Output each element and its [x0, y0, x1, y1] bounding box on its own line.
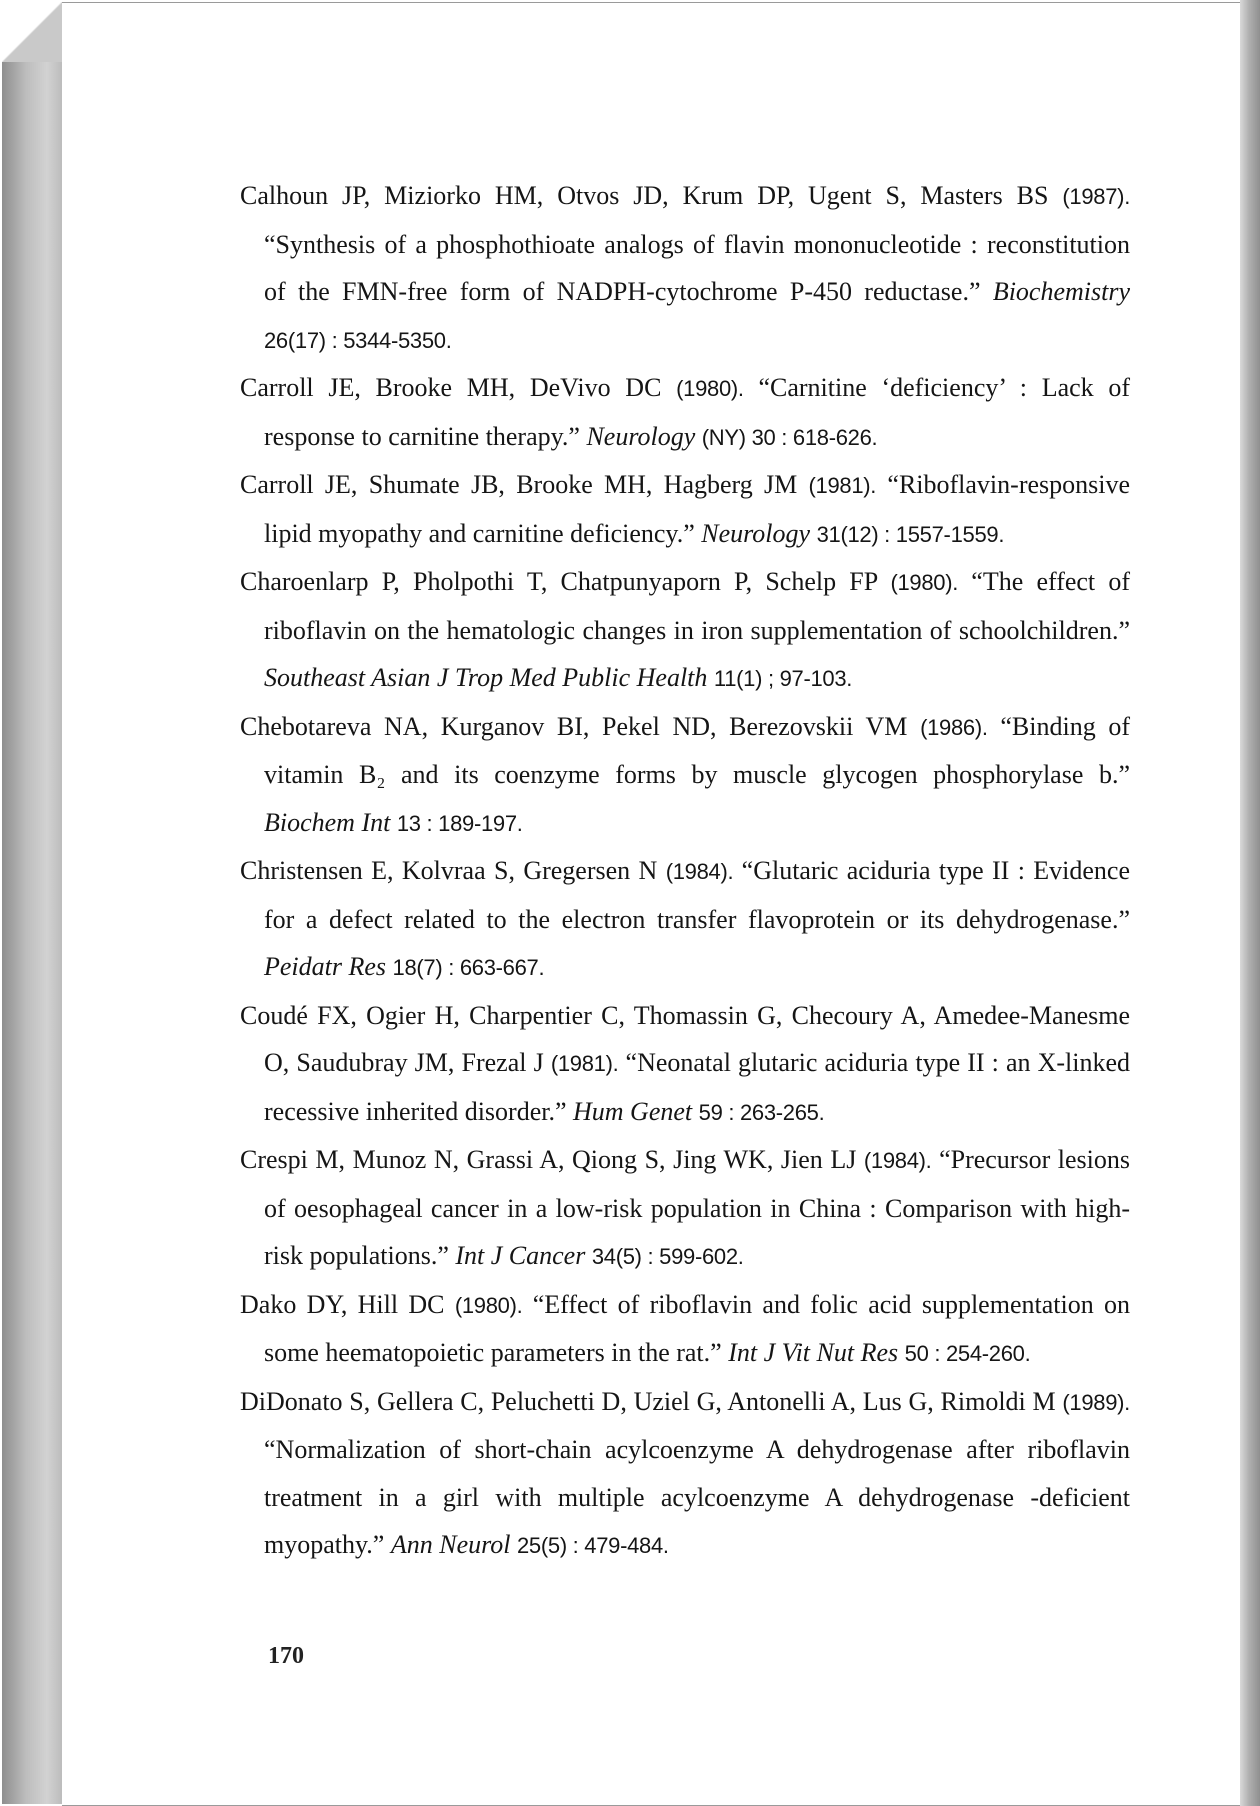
ref-citation: 11(1) ; 97-103.: [713, 666, 853, 691]
ref-title: “Carnitine ‘deficiency’ : Lack of response to carnitine therapy.”: [264, 373, 1131, 451]
ref-year: (1987).: [1062, 184, 1131, 209]
ref-authors: Christensen E, Kolvraa S, Gregersen N: [240, 856, 658, 885]
ref-journal: Peidatr Res: [264, 952, 387, 981]
reference-entry: [240, 847, 1130, 992]
ref-journal: Int J Vit Nut Res: [728, 1338, 899, 1367]
ref-authors: Charoenlarp P, Pholpothi T, Chatpunyaporn P, Schelp FP: [240, 567, 878, 596]
page-edge-shadow: [1240, 0, 1260, 1806]
ref-year: (1981).: [550, 1051, 619, 1076]
ref-citation: 18(7) : 663-667.: [392, 955, 545, 980]
reference-entry: [240, 461, 1130, 558]
ref-citation: 26(17) : 5344-5350.: [264, 327, 452, 353]
ref-citation: 25(5) : 479-484.: [516, 1533, 669, 1558]
ref-citation: 13 : 189-197.: [396, 810, 523, 836]
ref-authors: DiDonato S, Gellera C, Peluchetti D, Uziel G, Antonelli A, Lus G, Rimoldi M: [240, 1386, 1056, 1416]
ref-citation: (NY) 30 : 618-626.: [701, 424, 878, 450]
reference-entry: [240, 558, 1130, 703]
ref-citation: 31(12) : 1557-1559.: [816, 521, 1005, 547]
ref-authors: Calhoun JP, Miziorko HM, Otvos JD, Krum DP, Ugent S, Masters BS: [240, 181, 1049, 210]
ref-authors: Carroll JE, Shumate JB, Brooke MH, Hagberg JM: [240, 470, 798, 499]
ref-journal: Southeast Asian J Trop Med Public Health: [264, 663, 708, 692]
book-spine-corner: [2, 2, 62, 62]
ref-year: (1986).: [920, 714, 988, 740]
ref-citation: 50 : 254-260.: [904, 1341, 1031, 1366]
ref-year: (1980).: [890, 570, 959, 595]
ref-journal: Hum Genet: [573, 1096, 693, 1126]
ref-year: (1989).: [1062, 1389, 1130, 1415]
ref-year: (1984).: [665, 859, 734, 884]
ref-title: “Riboflavin-responsive lipid myopathy and carnitine deficiency.”: [264, 470, 1131, 548]
page-number: 170: [268, 1643, 304, 1669]
ref-journal: Biochemistry: [992, 277, 1131, 306]
ref-title: “Neonatal glutaric aciduria type II : an X-linked recessive inherited disorder.”: [264, 1048, 1131, 1126]
ref-title: “The effect of riboflavin on the hematologic changes in iron supplementation of schoolchildren.”: [264, 567, 1131, 645]
ref-title: “Synthesis of a phosphothioate analogs of flavin mononucleotide : reconstitution of the FMN-free form of NADPH-cytochrome P-450 reductase.”: [264, 229, 1130, 306]
ref-title: “Precursor lesions of oesophageal cancer in a low-risk population in China : Comparison with high-risk populations.”: [264, 1145, 1131, 1270]
ref-journal: Int J Cancer: [455, 1241, 586, 1270]
ref-authors: Dako DY, Hill DC: [240, 1289, 445, 1319]
reference-entry: [240, 364, 1130, 461]
ref-authors: Carroll JE, Brooke MH, DeVivo DC: [240, 373, 662, 402]
reference-entry: [240, 1136, 1130, 1281]
reference-list: [240, 172, 1130, 1570]
ref-journal: Ann Neurol: [390, 1530, 511, 1559]
ref-year: (1984).: [863, 1148, 932, 1173]
reference-entry: [240, 172, 1130, 364]
ref-authors: Coudé FX, Ogier H, Charpentier C, Thomassin G, Checoury A, Amedee-Manesme O, Saudubray JM, Frezal J: [240, 1000, 1130, 1077]
ref-title: “Glutaric aciduria type II : Evidence for a defect related to the electron transfer flavoprotein or its dehydrogenase.”: [264, 856, 1131, 934]
ref-authors: Crespi M, Munoz N, Grassi A, Qiong S, Jing WK, Jien LJ: [240, 1145, 857, 1174]
ref-journal: Biochem Int: [264, 807, 391, 837]
reference-entry: [240, 1378, 1130, 1570]
ref-authors: Chebotareva NA, Kurganov BI, Pekel ND, Berezovskii VM: [240, 711, 908, 741]
reference-entry: [240, 703, 1130, 848]
ref-citation: 34(5) : 599-602.: [591, 1244, 744, 1269]
reference-entry: [240, 1281, 1130, 1378]
ref-year: (1980).: [454, 1292, 523, 1318]
ref-title: “Normalization of short-chain acylcoenzyme A dehydrogenase after riboflavin treatment in a girl with multiple acylcoenzyme A dehydrogenase -deficient myopathy.”: [264, 1435, 1130, 1559]
ref-journal: Neurology: [701, 518, 811, 548]
ref-journal: Neurology: [586, 421, 696, 451]
ref-year: (1980).: [676, 376, 744, 401]
ref-title: “Binding of vitamin B₂ and its coenzyme forms by muscle glycogen phosphorylase b.”: [264, 711, 1130, 789]
ref-title: “Effect of riboflavin and folic acid supplementation on some heematopoietic parameters in the rat.”: [264, 1289, 1131, 1367]
book-spine: [2, 2, 62, 1804]
ref-citation: 59 : 263-265.: [698, 1099, 825, 1125]
ref-year: (1981).: [808, 473, 877, 498]
reference-entry: [240, 992, 1130, 1137]
